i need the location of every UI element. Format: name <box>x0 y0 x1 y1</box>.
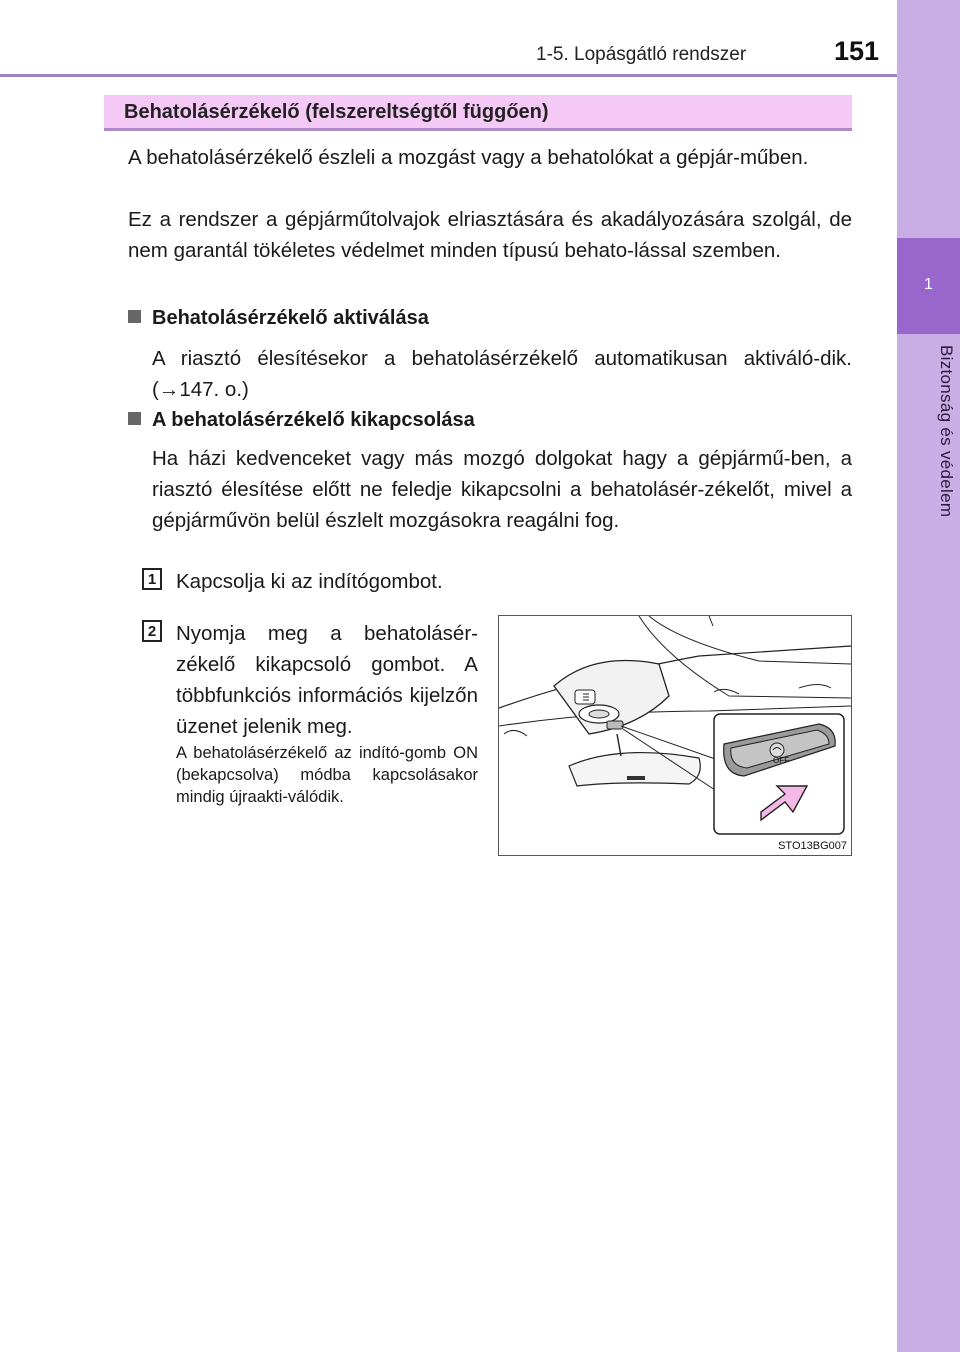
chapter-number: 1 <box>924 276 933 293</box>
subsection-heading-deactivation <box>128 405 475 436</box>
subsection-text-deactivation: Ha házi kedvenceket vagy más mozgó dolgokat hagy a gépjármű-ben, a riasztó élesítése előtt ne feledje kikapcsolni a behatolásér-zékelőt, mivel a gépjárművön belül észlelt mozgásokra reagálni fog. <box>152 447 852 532</box>
step-2-note: A behatolásérzékelő az indító-gomb ON (bekapcsolva) módba kapcsolásakor mindig újraakti-válódik. <box>176 744 478 806</box>
intro-paragraph-1: A behatolásérzékelő észleli a mozgást vagy a behatolókat a gépjár-műben. <box>128 146 809 169</box>
intro-paragraph-2: Ez a rendszer a gépjárműtolvajok elriasztására és akadályozására szolgál, de nem garantál tökéletes védelmet minden típusú behato-lással szemben. <box>128 208 852 262</box>
subsection-text-activation: A riasztó élesítésekor a behatolásérzékelő automatikusan aktiváló-dik. (→147. o.) <box>152 347 852 401</box>
square-bullet-icon <box>128 412 141 425</box>
chapter-side-tab <box>897 0 960 1352</box>
subsection-heading-text: A behatolásérzékelő kikapcsolása <box>152 409 475 431</box>
section-box-title: Behatolásérzékelő (felszereltségtől függően) <box>104 95 852 131</box>
step-1-text: Kapcsolja ki az indítógombot. <box>176 570 443 593</box>
overhead-console-drawing <box>499 616 851 855</box>
illustration-code: STO13BG007 <box>778 840 847 852</box>
step-number-badge: 1 <box>142 568 162 590</box>
section-label: 1-5. Lopásgátló rendszer <box>536 44 747 65</box>
subsection-heading-activation <box>128 303 429 334</box>
step-2-text: Nyomja meg a behatolásér-zékelő kikapcsoló gombot. A többfunkciós információs kijelzőn üzenet jelenik meg. <box>176 622 478 738</box>
header-rule <box>0 74 897 77</box>
off-button-label: OFF <box>773 756 789 765</box>
subsection-heading-text: Behatolásérzékelő aktiválása <box>152 307 429 329</box>
chapter-title: Biztonság és védelem <box>937 345 956 518</box>
intrusion-sensor-illustration <box>498 615 852 856</box>
step-number-badge: 2 <box>142 620 162 642</box>
square-bullet-icon <box>128 310 141 323</box>
page-number: 151 <box>834 36 880 66</box>
